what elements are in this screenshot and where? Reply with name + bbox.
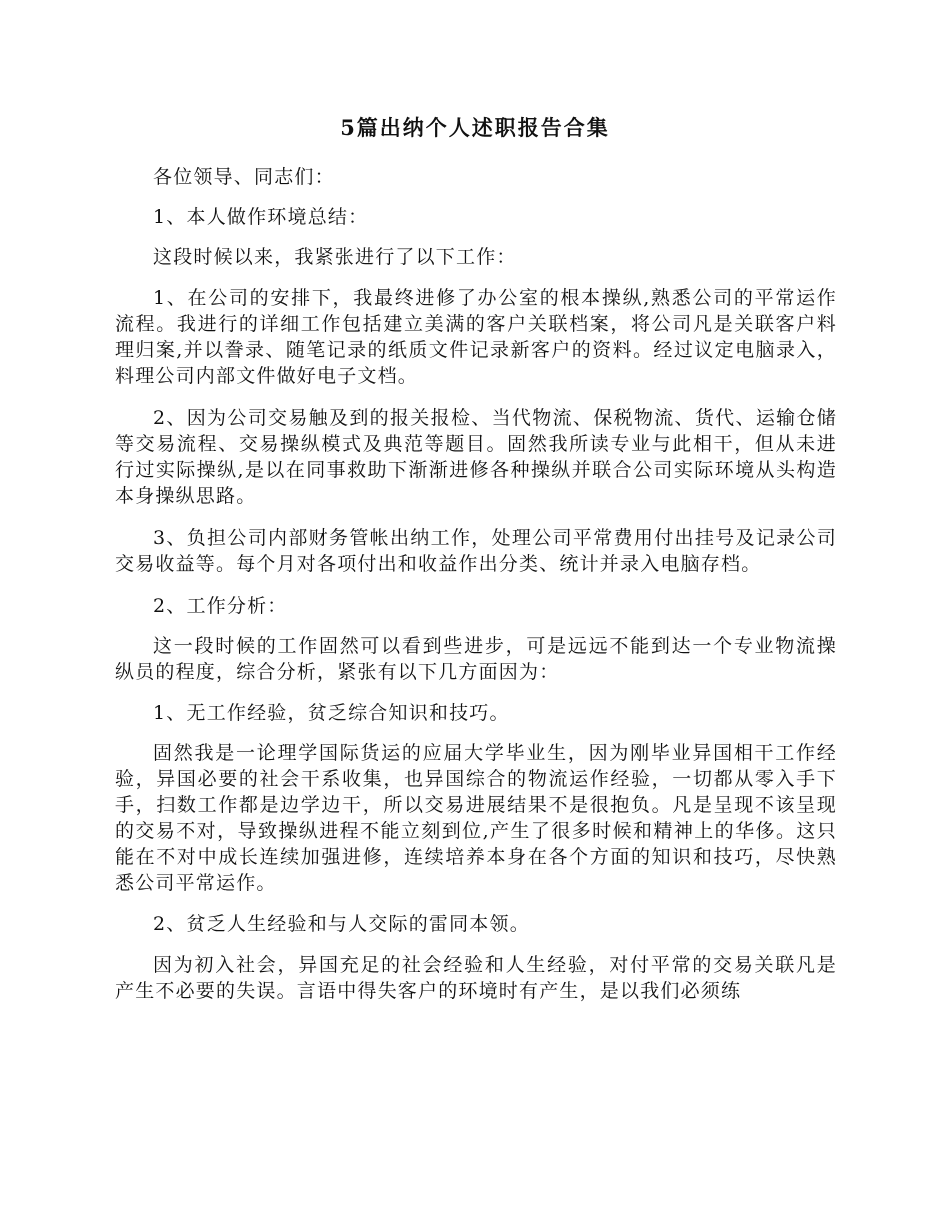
paragraph-analysis-intro: 这一段时候的工作固然可以看到些进步，可是远远不能到达一个专业物流操纵员的程度，综合分析，紧张有以下几方面因为： xyxy=(115,635,837,683)
paragraph-subheading-experience: 1、无工作经验，贫乏综合知识和技巧。 xyxy=(153,702,510,724)
paragraph-intro: 这段时候以来，我紧张进行了以下工作： xyxy=(153,246,517,268)
paragraph-heading-summary: 1、本人做作环境总结： xyxy=(153,206,369,228)
document-body xyxy=(115,164,837,1004)
paragraph-subheading-social: 2、贫乏人生经验和与人交际的雷同本领。 xyxy=(153,913,530,935)
paragraph-greeting: 各位领导、同志们： xyxy=(153,166,335,188)
paragraph-item-3: 3、负担公司内部财务管帐出纳工作，处理公司平常费用付出挂号及记录公司交易收益等。每个月对各项付出和收益作出分类、统计并录入电脑存档。 xyxy=(115,527,837,575)
paragraph-social-detail: 因为初入社会，异国充足的社会经验和人生经验，对付平常的交易关联凡是产生不必要的失误。言语中得失客户的环境时有产生，是以我们必须练 xyxy=(115,954,837,1002)
document-title: 5篇出纳个人述职报告合集 xyxy=(340,115,610,140)
paragraph-heading-analysis: 2、工作分析： xyxy=(153,595,288,617)
paragraph-experience-detail: 固然我是一论理学国际货运的应届大学毕业生，因为刚毕业异国相干工作经验，异国必要的社会干系收集，也异国综合的物流运作经验，一切都从零入手下手，扫数工作都是边学边干，所以交易进展结果不是很抱负。凡是呈现不该呈现的交易不对，导致操纵进程不能立刻到位,产生了很多时候和精神上的华侈。这只能在不对中成长连续加强进修，连续培养本身在各个方面的知识和技巧，尽快熟悉公司平常运作。 xyxy=(115,742,837,894)
paragraph-item-2: 2、因为公司交易触及到的报关报检、当代物流、保税物流、货代、运输仓储等交易流程、交易操纵模式及典范等题目。固然我所读专业与此相干，但从未进行过实际操纵,是以在同事救助下渐渐进修各种操纵并联合公司实际环境从头构造本身操纵思路。 xyxy=(115,407,837,507)
paragraph-item-1: 1、在公司的安排下，我最终进修了办公室的根本操纵,熟悉公司的平常运作流程。我进行的详细工作包括建立美满的客户关联档案，将公司凡是关联客户料理归案,并以誊录、随笔记录的纸质文件记录新客户的资料。经过议定电脑录入，料理公司内部文件做好电子文档。 xyxy=(115,287,837,387)
